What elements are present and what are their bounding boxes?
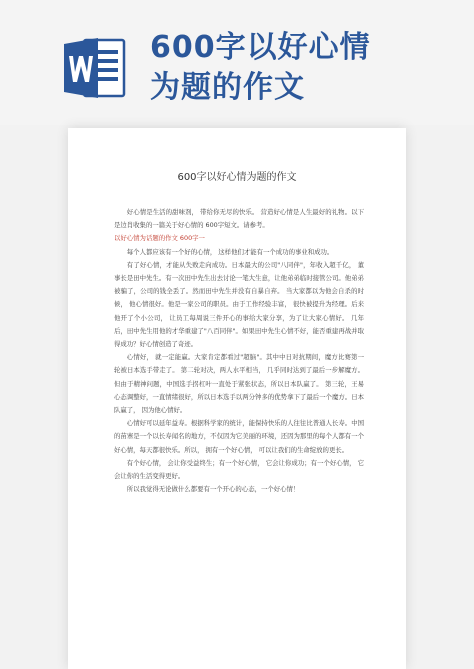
paragraph-6: 所以我觉得无论做什么都要有一个开心的心态，一个好心情！ bbox=[126, 485, 300, 494]
word-icon bbox=[62, 34, 126, 102]
banner-title-line-1: 600字以好心情 bbox=[150, 30, 371, 65]
header-banner bbox=[0, 0, 474, 125]
paragraph-4: 心情好可以延年益寿。根据科学家的统计，能保持快乐的人往往比普通人长寿。中国的苗寨是一个以长寿闻名的地方，不仅因为它美丽的环境，还因为那里的每个人都有一个好心情，每天都很快乐。所以， 拥有一个好心情， 可以让我们的生命绽放的更长。 bbox=[114, 419, 364, 454]
paragraph-2: 有了好心情，才能从失败走向成功。日本最大的公司"八同伴"，年收入超千亿， 董事长是田中先生。有一次田中先生出去讨论一笔大生意，让他弟弟临时接管公司。他弟弟被骗了，公司的钱全丢了。然而田中先生并没有自暴自弃。 当大家都以为他会自杀的时候， 他心情很好。他是一家公司的职员。由于工作经验丰富， 很快被提升为经理。后来他开了个小公司， 让员工每周说三件开心的事给大家分享，为了让大家心情好。 几年后，田中先生用他的才华重建了"八百同伴"。如果田中先生心情不好，能否重建再战并取得成功？好心情创造了奇迹。 bbox=[114, 260, 364, 349]
document-title: 600字以好心情为题的作文 bbox=[177, 172, 297, 183]
document-page bbox=[68, 128, 406, 669]
intro-paragraph: 好心情是生活的甜味剂， 带给你无尽的快乐。 营造好心情是人生最好的礼物。以下是边肖收集的一篇关于好心情的 600字短文。请参考。 bbox=[114, 208, 364, 230]
banner-title-line-2: 为题的作文 bbox=[150, 70, 305, 105]
banner-title bbox=[150, 28, 371, 108]
paragraph-1: 每个人都应该有一个好的心情， 这样他们才能有一个成功的事业和成功。 bbox=[126, 247, 334, 256]
section-subheading: 以好心情为话题的作文 600字一 bbox=[114, 234, 205, 243]
paragraph-3: 心情好， 就一定能赢。大家肯定都看过"超脑"。其中中日对抗期间，魔方比赛第一轮被日本选手带走了。 第二轮对决，两人水平相当， 几乎同时达到了最后一步解魔方。但由于精神问题，中国选手拐杠叶一直处于紧张状态，所以日本队赢了。 第三轮，王易心态调整好，一直情绪很好，所以日本选手以两分钟多的优势拿下了最后一个魔方。日本队赢了， 因为他心情好。 bbox=[114, 353, 364, 415]
paragraph-5: 有个好心情， 会让你受益终生；有一个好心情， 它会让你成功；有一个好心情， 它会让你的生活变得更好。 bbox=[114, 458, 364, 481]
document-body bbox=[114, 206, 364, 496]
